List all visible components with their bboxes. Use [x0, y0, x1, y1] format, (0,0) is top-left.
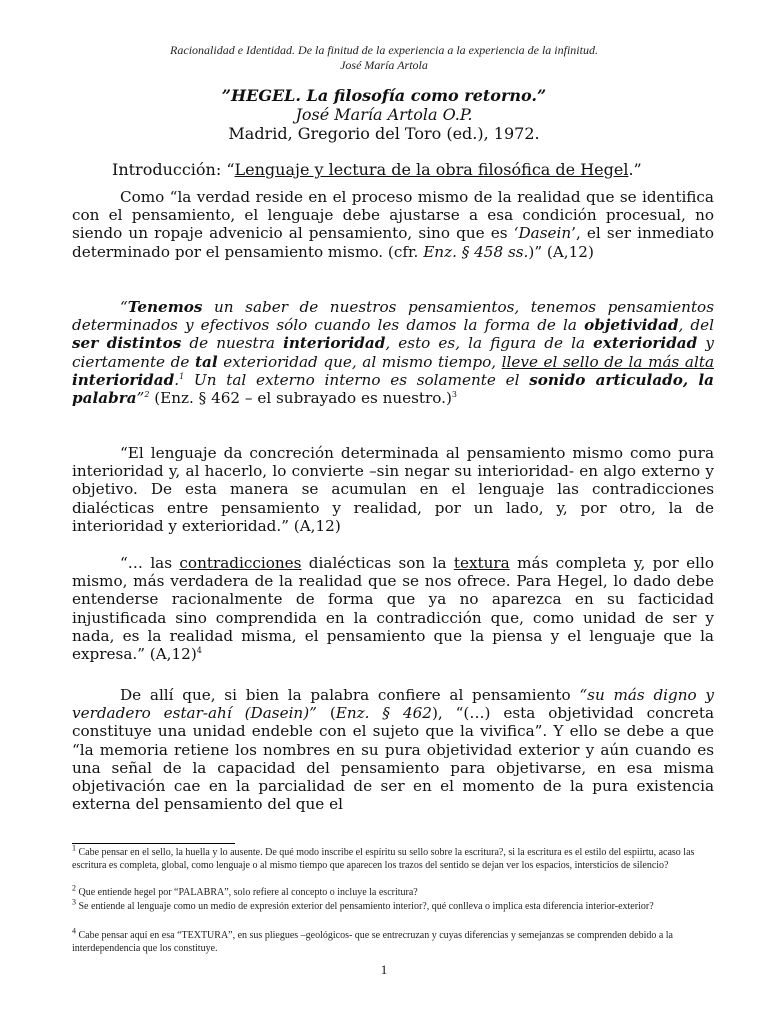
footnote-ref-1[interactable]: 1 — [179, 371, 185, 381]
footnote-3-number: 3 — [72, 897, 76, 907]
footnote-ref-2[interactable]: 2 — [144, 389, 150, 399]
footnote-1 — [72, 843, 714, 872]
p4-text-c: dialécticas son la — [301, 554, 454, 572]
p2-bold-ser-distintos: ser distintos — [72, 334, 182, 353]
p1-citation: Enz. § 458 ss. — [423, 242, 529, 261]
footnote-2-number: 2 — [72, 883, 76, 893]
footnote-1-text: Cabe pensar en el sello, la huella y lo ausente. De qué modo inscribe el espíritu su sello sobre la escritura?, si la escritura es el estilo del espiirtu, acaso las escritura es completa, global, como lenguaje o al mismo tiempo que aparecen los trazos del sentido se dejan ver los espacios, intersticios de silencio? — [72, 847, 695, 871]
footnote-2-text: Que entiende hegel por “PALABRA”, solo refiere al concepto o incluye la escritura? — [76, 887, 418, 898]
running-header-title: Racionalidad e Identidad. De la finitud de la experiencia a la experiencia de la infinitud. — [170, 43, 598, 57]
p2-text: , del — [678, 316, 714, 335]
p5-text-c: ( — [316, 704, 336, 723]
footnote-4 — [72, 926, 714, 955]
p2-bold-interioridad: interioridad — [283, 334, 386, 353]
footnote-ref-3[interactable]: 3 — [451, 389, 457, 399]
p2-text: , esto es, la figura de la — [385, 334, 594, 353]
p2-text: . — [174, 370, 180, 389]
running-header — [0, 43, 768, 73]
p2-open-quote: “ — [120, 298, 128, 316]
document-author: José María Artola O.P. — [295, 105, 473, 124]
introduction-end: .” — [628, 160, 642, 179]
p2-citation: (Enz. § 462 – el subrayado es nuestro.) — [149, 389, 452, 408]
p5-text-e: ), “(…) esta objetividad concreta constituye una unidad endeble con el sujeto que la vivifica”. Y ello se debe a que “la memoria retiene los nombres en su pura objetividad exterior y aún cuando es una señal de la capacidad del pensamiento para objetivarse, en esa misma objetivación cae en la parcialidad de ser en el momento de la pura existencia externa del pensamiento del que el — [72, 704, 715, 814]
footnote-1-number: 1 — [72, 843, 76, 853]
p5-text-a: De allí que, si bien la palabra confiere al pensamiento — [120, 686, 580, 704]
introduction-label: Introducción: “ — [112, 160, 235, 179]
p4-text-e: más completa y, por ello mismo, más verdadera de la realidad que se nos ofrece. Para Hegel, lo dado debe entenderse racionalmente de forma que ya no aparezca en su facticidad injustificada sino comprendida en la contradicción que, como unidad de ser y nada, es la realidad misma, el pensamiento que la piensa y el lenguaje que la expresa.” (A,12) — [72, 554, 714, 664]
p1-dasein: ‘Dasein — [513, 224, 572, 243]
p4-underlined-contradicciones: contradicciones — [179, 554, 302, 572]
paragraph-2 — [72, 298, 714, 407]
paragraph-1 — [72, 188, 714, 261]
footnote-ref-4[interactable]: 4 — [196, 645, 202, 655]
introduction-title: Lenguaje y lectura de la obra filosófica de Hegel — [234, 160, 629, 179]
p1-text-e: )” (A,12) — [528, 242, 594, 261]
p2-underlined-sello: lleve el sello de la más alta — [501, 352, 714, 371]
footnote-3 — [72, 897, 714, 914]
title-block — [0, 86, 768, 143]
p2-text: un saber de nuestros pensamientos, tenemos pensamientos determinados y efectivos sólo cuando les damos la forma de la — [72, 298, 714, 335]
introduction-heading — [112, 160, 642, 179]
footnote-separator — [72, 843, 235, 844]
p2-bold-tenemos: Tenemos — [127, 298, 203, 316]
document-title: ”HEGEL. La filosofía como retorno.” — [221, 86, 547, 105]
p2-text: Un tal externo interno es solamente el — [184, 370, 530, 389]
p1-text-a: Como “la verdad reside en el proceso mismo de la realidad que se identifica con el pensamiento, el lenguaje debe ajustarse a esa condición procesual, no siendo un ropaje advenicio al pensamiento, sino que es — [72, 188, 714, 243]
p1-text-c: ’, el ser inmediato determinado por el pensamiento mismo. (cfr. — [72, 224, 715, 261]
p5-italic-quote: “su más digno y verdadero estar-ahí (Dasein)” — [72, 686, 714, 723]
footnote-4-number: 4 — [72, 926, 76, 936]
p2-text: exterioridad que, al mismo tiempo, — [217, 352, 502, 371]
footnote-3-text: Se entiende al lenguaje como un medio de expresión exterior del pensamiento interior?, qué conlleva o implica esta diferencia interior-exterior? — [76, 901, 654, 912]
p4-underlined-textura: textura — [453, 554, 510, 572]
document-publisher: Madrid, Gregorio del Toro (ed.), 1972. — [228, 124, 540, 143]
p2-bold-objetividad: objetividad — [584, 316, 679, 335]
p5-citation: Enz. § 462 — [335, 704, 432, 723]
p2-close-quote: ” — [136, 389, 145, 408]
p3-text: “El lenguaje da concreción determinada al pensamiento mismo como pura interioridad y, al hacerlo, lo convierte –sin negar su interioridad- en algo externo y objetivo. De esta manera se acumulan en el lenguaje las contradicciones dialécticas entre pensamiento y realidad, por un lado, y, por otro, la de interioridad y exterioridad.” (A,12) — [72, 444, 714, 535]
running-header-author: José María Artola — [340, 58, 428, 72]
paragraph-4 — [72, 554, 714, 663]
p2-text: de nuestra — [181, 334, 284, 353]
paragraph-3 — [72, 444, 714, 535]
p2-bold-exterioridad: exterioridad — [593, 334, 698, 353]
page-number: 1 — [380, 962, 388, 977]
paragraph-5 — [72, 686, 714, 813]
p2-bold-tal: tal — [194, 352, 218, 371]
p4-text-a: “… las — [120, 554, 180, 572]
p2-bold-interioridad-2: interioridad — [72, 370, 175, 389]
p2-bold-sonido: sonido articulado, la palabra — [72, 370, 715, 408]
footnote-2 — [72, 883, 714, 900]
footnote-4-text: Cabe pensar aquí en esa “TEXTURA”, en sus pliegues –geológicos- que se entrecruzan y cuyas diferencias y semejanzas se comprenden debido a la interdependencia que los constituye. — [72, 930, 673, 954]
p2-text: y ciertamente de — [72, 334, 714, 371]
